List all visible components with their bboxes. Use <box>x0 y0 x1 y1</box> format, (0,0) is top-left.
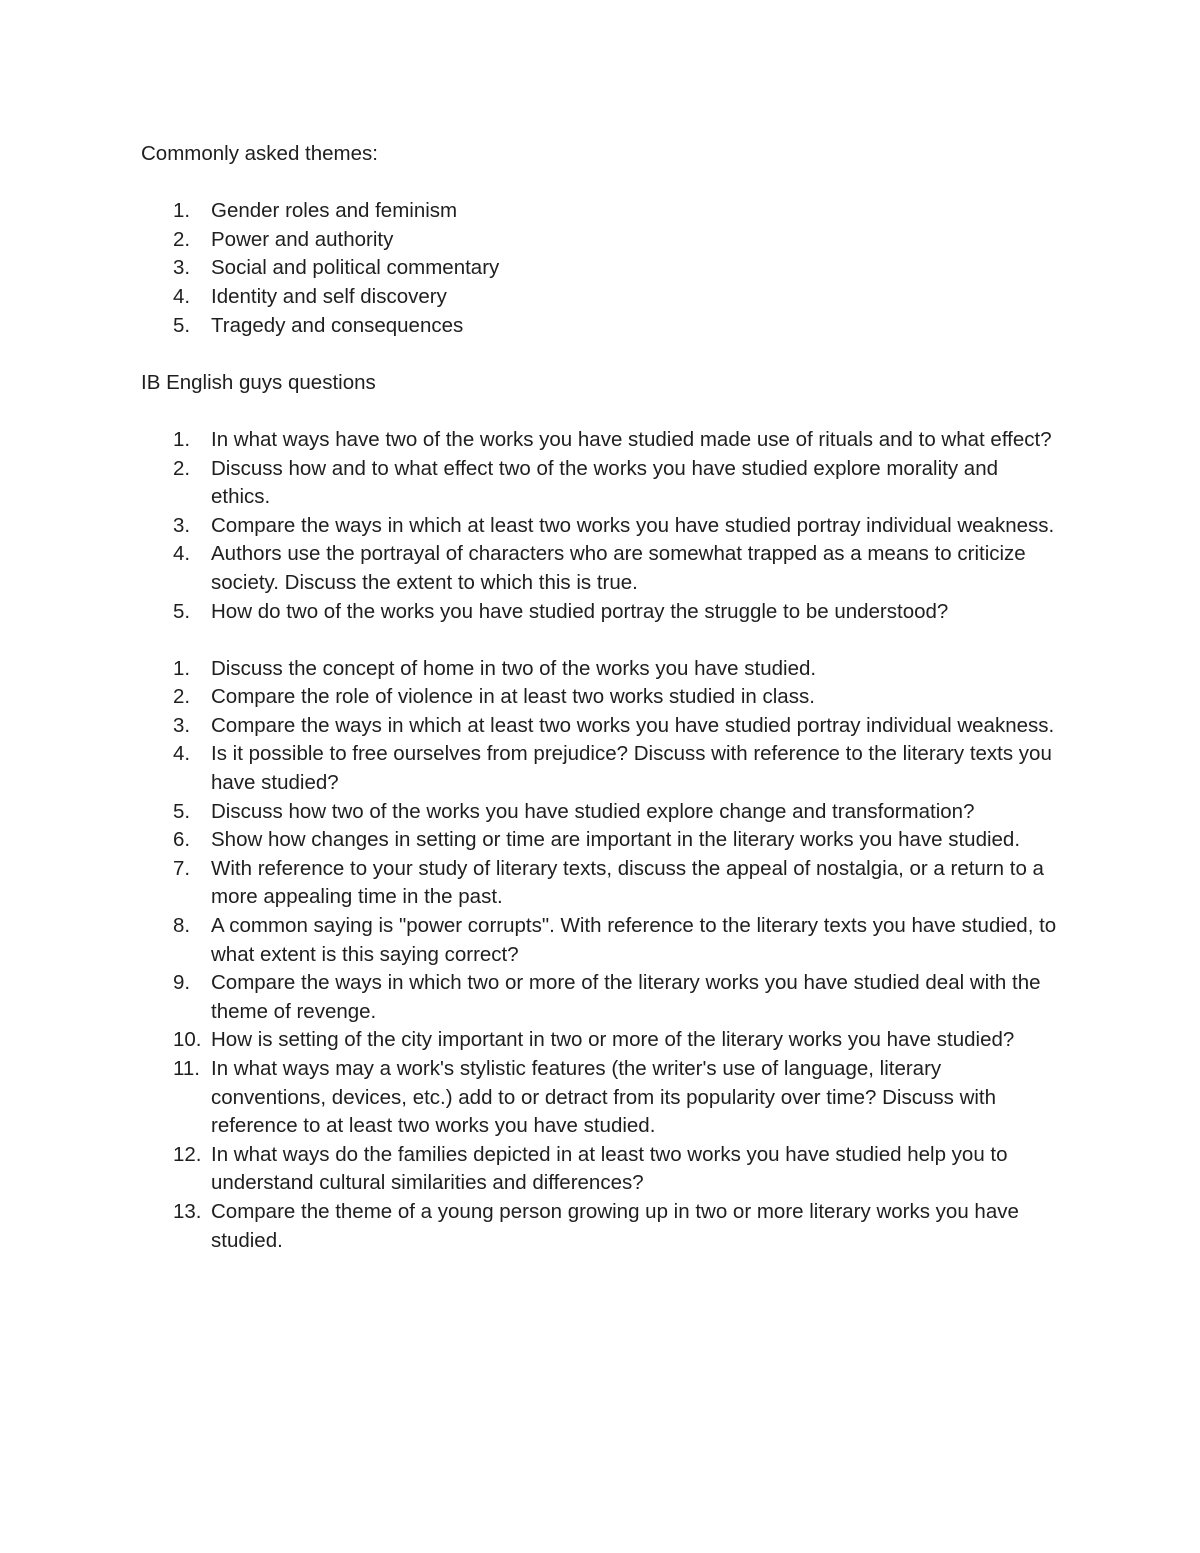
list-item <box>141 1141 1061 1198</box>
list-item-text: Tragedy and consequences <box>211 313 464 337</box>
list-item <box>141 598 1061 627</box>
list-number: 4. <box>173 742 191 766</box>
list-number: 1. <box>173 656 191 680</box>
list-item-text: Show how changes in setting or time are important in the literary works you have studied. <box>211 828 1021 852</box>
list-item-text: Discuss how and to what effect two of the works you have studied explore morality and ethics. <box>211 456 999 509</box>
list-number: 3. <box>173 713 191 737</box>
list-number: 1. <box>173 427 191 451</box>
list-item-text: Discuss how two of the works you have studied explore change and transformation? <box>211 799 975 823</box>
list-item-text: Compare the role of violence in at least two works studied in class. <box>211 685 815 709</box>
document-page <box>141 140 1061 1255</box>
list-number: 4. <box>173 284 191 308</box>
list-number: 4. <box>173 542 191 566</box>
list-number: 2. <box>173 227 191 251</box>
list-item-text: Compare the theme of a young person growing up in two or more literary works you have studied. <box>211 1199 1019 1252</box>
list-item <box>141 655 1061 684</box>
list-number: 2. <box>173 685 191 709</box>
list-item-text: In what ways may a work's stylistic features (the writer's use of language, literary conventions, devices, etc.) add to or detract from its popularity over time? Discuss with reference to at least two works you have studied. <box>211 1057 997 1138</box>
list-item <box>141 254 1061 283</box>
list-item <box>141 798 1061 827</box>
list-item-text: How is setting of the city important in two or more of the literary works you have studied? <box>211 1028 1015 1052</box>
list-item-text: Identity and self discovery <box>211 284 447 308</box>
list-item <box>141 683 1061 712</box>
list-item <box>141 197 1061 226</box>
list-item-text: Compare the ways in which at least two works you have studied portray individual weakness. <box>211 713 1055 737</box>
list-number: 8. <box>173 914 191 938</box>
list-item <box>141 712 1061 741</box>
list-item-text: Power and authority <box>211 227 394 251</box>
list-number: 3. <box>173 256 191 280</box>
list-item <box>141 455 1061 512</box>
questions-list-2 <box>141 655 1061 1255</box>
list-number: 2. <box>173 456 191 480</box>
list-item <box>141 283 1061 312</box>
list-number: 3. <box>173 513 191 537</box>
list-item-text: Compare the ways in which at least two works you have studied portray individual weakness. <box>211 513 1055 537</box>
list-number: 11. <box>173 1057 200 1080</box>
list-item <box>141 226 1061 255</box>
list-item <box>141 1198 1061 1255</box>
list-item-text: Gender roles and feminism <box>211 199 458 223</box>
list-item-text: With reference to your study of literary texts, discuss the appeal of nostalgia, or a return to a more appealing time in the past. <box>211 856 1044 909</box>
list-item <box>141 426 1061 455</box>
list-item-text: How do two of the works you have studied portray the struggle to be understood? <box>211 599 949 623</box>
list-item-text: In what ways have two of the works you have studied made use of rituals and to what effect? <box>211 427 1052 451</box>
questions-heading: IB English guys questions <box>141 370 376 394</box>
list-item <box>141 1026 1061 1055</box>
list-item <box>141 855 1061 912</box>
list-item <box>141 826 1061 855</box>
list-item <box>141 969 1061 1026</box>
list-number: 5. <box>173 313 191 337</box>
list-number: 6. <box>173 828 191 852</box>
list-number: 13. <box>173 1199 202 1223</box>
list-number: 7. <box>173 856 191 880</box>
list-item <box>141 912 1061 969</box>
list-item-text: Authors use the portrayal of characters who are somewhat trapped as a means to criticize society. Discuss the extent to which this is true. <box>211 542 1026 594</box>
list-number: 12. <box>173 1142 202 1166</box>
list-item-text: Is it possible to free ourselves from prejudice? Discuss with reference to the literary texts you have studied? <box>211 742 1052 795</box>
list-item <box>141 1055 1061 1141</box>
list-item-text: A common saying is "power corrupts". With reference to the literary texts you have studied, to what extent is this saying correct? <box>211 914 1057 966</box>
list-item <box>141 740 1061 797</box>
list-item-text: In what ways do the families depicted in at least two works you have studied help you to understand cultural similarities and differences? <box>211 1142 1008 1195</box>
themes-list <box>141 197 1061 340</box>
list-number: 1. <box>173 199 191 223</box>
list-item-text: Compare the ways in which two or more of the literary works you have studied deal with the theme of revenge. <box>211 971 1041 1023</box>
list-number: 10. <box>173 1028 202 1052</box>
questions-list-1 <box>141 426 1061 626</box>
list-item <box>141 312 1061 341</box>
list-item <box>141 540 1061 597</box>
list-number: 5. <box>173 799 191 823</box>
list-number: 5. <box>173 599 191 623</box>
list-item-text: Discuss the concept of home in two of the works you have studied. <box>211 656 817 680</box>
list-item <box>141 512 1061 541</box>
list-item-text: Social and political commentary <box>211 256 500 280</box>
themes-heading: Commonly asked themes: <box>141 142 378 165</box>
list-number: 9. <box>173 971 191 995</box>
